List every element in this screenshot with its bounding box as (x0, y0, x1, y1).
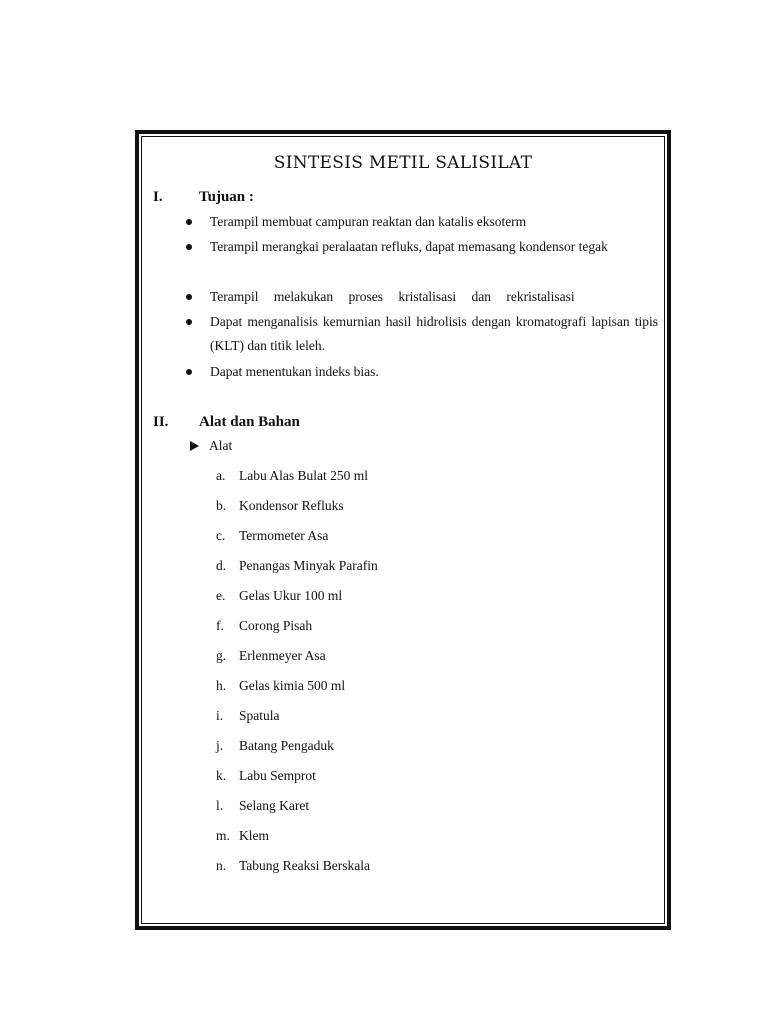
objectives-list (186, 210, 658, 385)
item-label: Kondensor Refluks (239, 498, 344, 513)
item-label: Klem (239, 828, 269, 843)
item-label: Selang Karet (239, 798, 310, 813)
bullet-icon (186, 294, 192, 300)
objective-text: Terampil membuat campuran reaktan dan katalis eksoterm (210, 214, 527, 229)
section-2-number: II. (153, 414, 169, 430)
item-label: Tabung Reaksi Berskala (239, 858, 371, 873)
item-marker: l. (216, 798, 224, 813)
item-label: Penangas Minyak Parafin (239, 558, 378, 573)
subheading-alat (190, 436, 232, 456)
section-1-number: I. (153, 189, 163, 205)
list-item (216, 464, 378, 494)
list-item (216, 674, 378, 704)
bullet-icon (186, 369, 192, 375)
section-1-title: Tujuan : (199, 189, 254, 205)
objective-text: Dapat menganalisis kemurnian hasil hidrolisis dengan kromatografi lapisan tipis (KLT) dan titik leleh. (210, 314, 658, 353)
list-item (186, 360, 658, 385)
list-item (216, 824, 378, 854)
document-title: SINTESIS METIL SALISILAT (273, 153, 533, 173)
item-label: Gelas Ukur 100 ml (239, 588, 343, 603)
list-item (216, 764, 378, 794)
subheading-label: Alat (209, 438, 233, 453)
item-marker: d. (216, 558, 227, 573)
item-marker: b. (216, 498, 227, 513)
list-item (216, 524, 378, 554)
item-label: Labu Semprot (239, 768, 316, 783)
item-marker: j. (216, 738, 224, 753)
item-marker: m. (216, 828, 230, 843)
list-item (216, 794, 378, 824)
item-label: Labu Alas Bulat 250 ml (239, 468, 368, 483)
item-label: Termometer Asa (239, 528, 329, 543)
objective-text: Terampil merangkai peralaatan refluks, dapat memasang kondensor tegak (210, 239, 608, 254)
objective-text: Terampil melakukan proses kristalisasi dan rekristalisasi (210, 289, 575, 304)
item-marker: e. (216, 588, 226, 603)
item-label: Erlenmeyer Asa (239, 648, 326, 663)
list-item (216, 614, 378, 644)
item-marker: h. (216, 678, 227, 693)
item-label: Spatula (239, 708, 280, 723)
item-label: Corong Pisah (239, 618, 313, 633)
arrow-bullet-icon (190, 441, 199, 451)
item-marker: g. (216, 648, 227, 663)
section-2-title: Alat dan Bahan (199, 414, 300, 430)
list-item (216, 734, 378, 764)
item-marker: k. (216, 768, 227, 783)
list-item (186, 235, 658, 285)
bullet-icon (186, 319, 192, 325)
objective-text: Dapat menentukan indeks bias. (210, 364, 379, 379)
list-item (216, 854, 378, 884)
item-marker: i. (216, 708, 224, 723)
list-item (216, 554, 378, 584)
list-item (216, 704, 378, 734)
list-item (186, 310, 658, 360)
list-item (216, 584, 378, 614)
item-label: Gelas kimia 500 ml (239, 678, 346, 693)
list-item (186, 285, 658, 310)
item-marker: n. (216, 858, 227, 873)
list-item (186, 210, 658, 235)
list-item (216, 644, 378, 674)
equipment-list (216, 464, 378, 884)
bullet-icon (186, 244, 192, 250)
item-marker: f. (216, 618, 224, 633)
list-item (216, 494, 378, 524)
item-label: Batang Pengaduk (239, 738, 334, 753)
bullet-icon (186, 219, 192, 225)
item-marker: c. (216, 528, 226, 543)
item-marker: a. (216, 468, 226, 483)
